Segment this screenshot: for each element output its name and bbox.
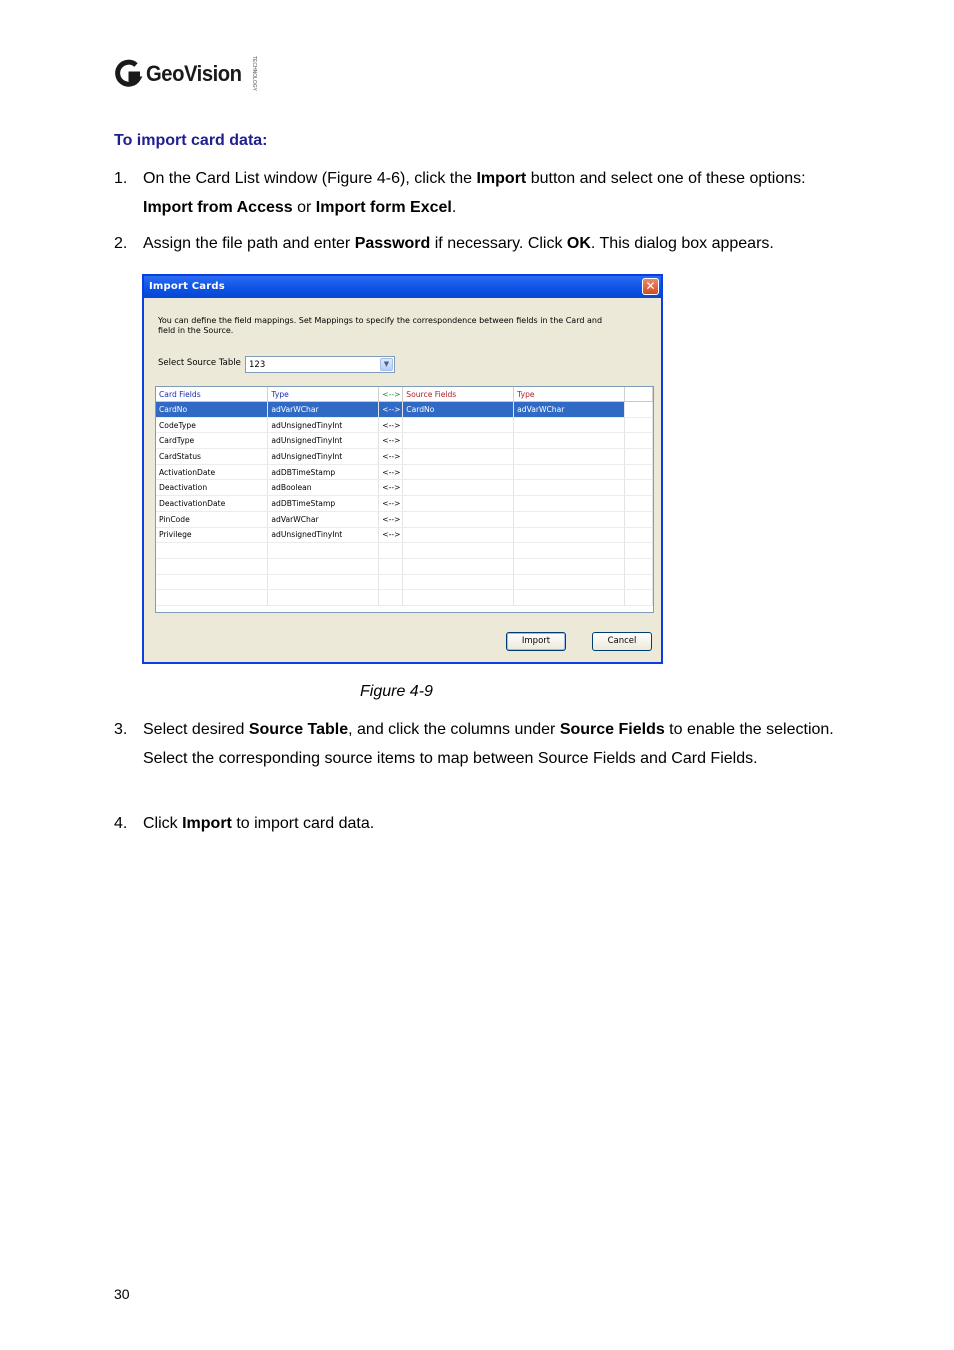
table-cell: adUnsignedTinyInt bbox=[268, 417, 379, 433]
table-cell[interactable] bbox=[403, 433, 514, 449]
table-cell: <--> bbox=[379, 480, 403, 496]
table-cell bbox=[625, 511, 653, 527]
empty-cell bbox=[403, 543, 514, 559]
empty-cell bbox=[514, 574, 625, 590]
empty-cell bbox=[625, 574, 653, 590]
table-cell: <--> bbox=[379, 496, 403, 512]
table-row[interactable] bbox=[156, 527, 653, 543]
empty-cell bbox=[268, 558, 379, 574]
dialog-description: You can define the field mappings. Set Mappings to specify the correspondence between fields in the Card and field in the Source. bbox=[158, 316, 603, 335]
table-row[interactable] bbox=[156, 496, 653, 512]
table-cell: <--> bbox=[379, 433, 403, 449]
table-row[interactable] bbox=[156, 511, 653, 527]
table-cell: <--> bbox=[379, 449, 403, 465]
table-cell bbox=[514, 480, 625, 496]
empty-cell bbox=[268, 543, 379, 559]
table-cell: CardStatus bbox=[156, 449, 268, 465]
table-cell: ActivationDate bbox=[156, 464, 268, 480]
table-cell bbox=[625, 402, 653, 418]
empty-cell bbox=[514, 543, 625, 559]
column-header-source-fields[interactable]: Source Fields bbox=[403, 387, 514, 402]
empty-cell bbox=[268, 574, 379, 590]
table-row[interactable] bbox=[156, 417, 653, 433]
table-cell: adUnsignedTinyInt bbox=[268, 527, 379, 543]
step-4: 4. Click Import to import card data. bbox=[114, 810, 844, 839]
step-1: 1. On the Card List window (Figure 4-6), click the Import button and select one of these options: Import from Access or Import form Excel. bbox=[114, 165, 844, 222]
chevron-down-icon[interactable]: ▼ bbox=[380, 358, 393, 371]
table-row[interactable] bbox=[156, 433, 653, 449]
table-cell: adUnsignedTinyInt bbox=[268, 449, 379, 465]
table-cell: adUnsignedTinyInt bbox=[268, 433, 379, 449]
table-cell: Privilege bbox=[156, 527, 268, 543]
empty-row bbox=[156, 574, 653, 590]
step-2: 2. Assign the file path and enter Password if necessary. Click OK. This dialog box appears. bbox=[114, 230, 874, 259]
empty-cell bbox=[625, 543, 653, 559]
table-cell bbox=[514, 449, 625, 465]
table-cell bbox=[625, 464, 653, 480]
page-number: 30 bbox=[114, 1286, 130, 1302]
table-cell: adVarWChar bbox=[514, 402, 625, 418]
source-table-value: 123 bbox=[249, 360, 266, 370]
geovision-logo bbox=[114, 56, 257, 92]
table-cell: Deactivation bbox=[156, 480, 268, 496]
table-row[interactable] bbox=[156, 402, 653, 418]
dialog-title: Import Cards bbox=[149, 281, 225, 292]
table-cell bbox=[514, 433, 625, 449]
step-number: 4. bbox=[114, 815, 128, 832]
empty-cell bbox=[379, 574, 403, 590]
close-icon[interactable]: ✕ bbox=[642, 278, 659, 295]
bold-term: OK bbox=[566, 235, 591, 252]
table-cell[interactable] bbox=[403, 449, 514, 465]
table-cell bbox=[514, 527, 625, 543]
empty-cell bbox=[268, 590, 379, 606]
table-cell: adBoolean bbox=[268, 480, 379, 496]
column-header-type[interactable]: Type bbox=[268, 387, 379, 402]
column-header-card-fields[interactable]: Card Fields bbox=[156, 387, 268, 402]
logo-brand: GeoVision bbox=[146, 61, 242, 86]
table-cell bbox=[625, 496, 653, 512]
cancel-button[interactable]: Cancel bbox=[592, 632, 652, 651]
field-mapping-grid[interactable] bbox=[155, 386, 654, 613]
dialog-titlebar bbox=[144, 276, 661, 298]
table-cell: adVarWChar bbox=[268, 511, 379, 527]
geovision-logo-icon bbox=[114, 59, 144, 89]
table-cell bbox=[514, 511, 625, 527]
empty-row bbox=[156, 558, 653, 574]
table-cell[interactable] bbox=[403, 496, 514, 512]
import-cards-dialog bbox=[142, 274, 663, 664]
empty-cell bbox=[156, 574, 268, 590]
empty-cell bbox=[156, 543, 268, 559]
empty-cell bbox=[156, 590, 268, 606]
empty-cell bbox=[514, 590, 625, 606]
section-heading: To import card data: bbox=[114, 132, 268, 149]
table-cell[interactable]: CardNo bbox=[403, 402, 514, 418]
logo-tagline: TECHNOLOGY bbox=[250, 56, 257, 92]
table-cell bbox=[514, 417, 625, 433]
source-table-label: Select Source Table bbox=[158, 358, 241, 368]
empty-cell bbox=[379, 543, 403, 559]
bold-term: Source Table bbox=[248, 721, 349, 738]
table-cell: CardNo bbox=[156, 402, 268, 418]
bold-term: Source Fields bbox=[559, 721, 665, 738]
source-table-select[interactable] bbox=[245, 356, 395, 373]
table-row[interactable] bbox=[156, 464, 653, 480]
table-cell bbox=[625, 527, 653, 543]
empty-cell bbox=[403, 590, 514, 606]
figure-caption: Figure 4-9 bbox=[360, 683, 433, 700]
table-cell bbox=[625, 433, 653, 449]
field-mapping-table bbox=[156, 387, 653, 606]
table-cell: <--> bbox=[379, 402, 403, 418]
table-row[interactable] bbox=[156, 449, 653, 465]
empty-cell bbox=[156, 558, 268, 574]
table-cell: adDBTimeStamp bbox=[268, 496, 379, 512]
empty-cell bbox=[403, 558, 514, 574]
table-cell bbox=[514, 464, 625, 480]
step-number: 2. bbox=[114, 235, 128, 252]
table-cell[interactable] bbox=[403, 527, 514, 543]
table-cell: CardType bbox=[156, 433, 268, 449]
table-cell bbox=[625, 417, 653, 433]
table-cell: <--> bbox=[379, 527, 403, 543]
empty-cell bbox=[403, 574, 514, 590]
table-cell: adDBTimeStamp bbox=[268, 464, 379, 480]
table-cell[interactable] bbox=[403, 417, 514, 433]
empty-row bbox=[156, 590, 653, 606]
table-cell bbox=[514, 496, 625, 512]
empty-cell bbox=[379, 590, 403, 606]
table-cell[interactable] bbox=[403, 480, 514, 496]
column-header-mapping[interactable]: <--> bbox=[379, 387, 403, 402]
table-cell: <--> bbox=[379, 511, 403, 527]
bold-term: Import bbox=[476, 170, 527, 187]
table-cell: PinCode bbox=[156, 511, 268, 527]
step-number: 1. bbox=[114, 170, 128, 187]
empty-cell bbox=[514, 558, 625, 574]
table-cell[interactable] bbox=[403, 464, 514, 480]
table-cell bbox=[625, 480, 653, 496]
step-3: 3. Select desired Source Table, and click the columns under Source Fields to enable the selection. Select the corresponding source items to map between Source Fields and Card Fields. bbox=[114, 716, 844, 773]
table-cell: <--> bbox=[379, 417, 403, 433]
column-header-spacer bbox=[625, 387, 653, 402]
table-cell: CodeType bbox=[156, 417, 268, 433]
bold-term: Import form Excel bbox=[315, 198, 452, 216]
table-header-row bbox=[156, 387, 653, 402]
table-cell[interactable] bbox=[403, 511, 514, 527]
step-number: 3. bbox=[114, 721, 128, 738]
table-cell bbox=[625, 449, 653, 465]
bold-term: Import bbox=[182, 815, 232, 832]
table-row[interactable] bbox=[156, 480, 653, 496]
table-cell: <--> bbox=[379, 464, 403, 480]
column-header-source-type[interactable]: Type bbox=[514, 387, 625, 402]
table-cell: DeactivationDate bbox=[156, 496, 268, 512]
import-button[interactable]: Import bbox=[506, 632, 566, 651]
bold-term: Import from Access bbox=[143, 198, 293, 216]
empty-cell bbox=[625, 558, 653, 574]
bold-term: Password bbox=[354, 235, 431, 252]
empty-cell bbox=[625, 590, 653, 606]
table-cell: adVarWChar bbox=[268, 402, 379, 418]
empty-row bbox=[156, 543, 653, 559]
empty-cell bbox=[379, 558, 403, 574]
